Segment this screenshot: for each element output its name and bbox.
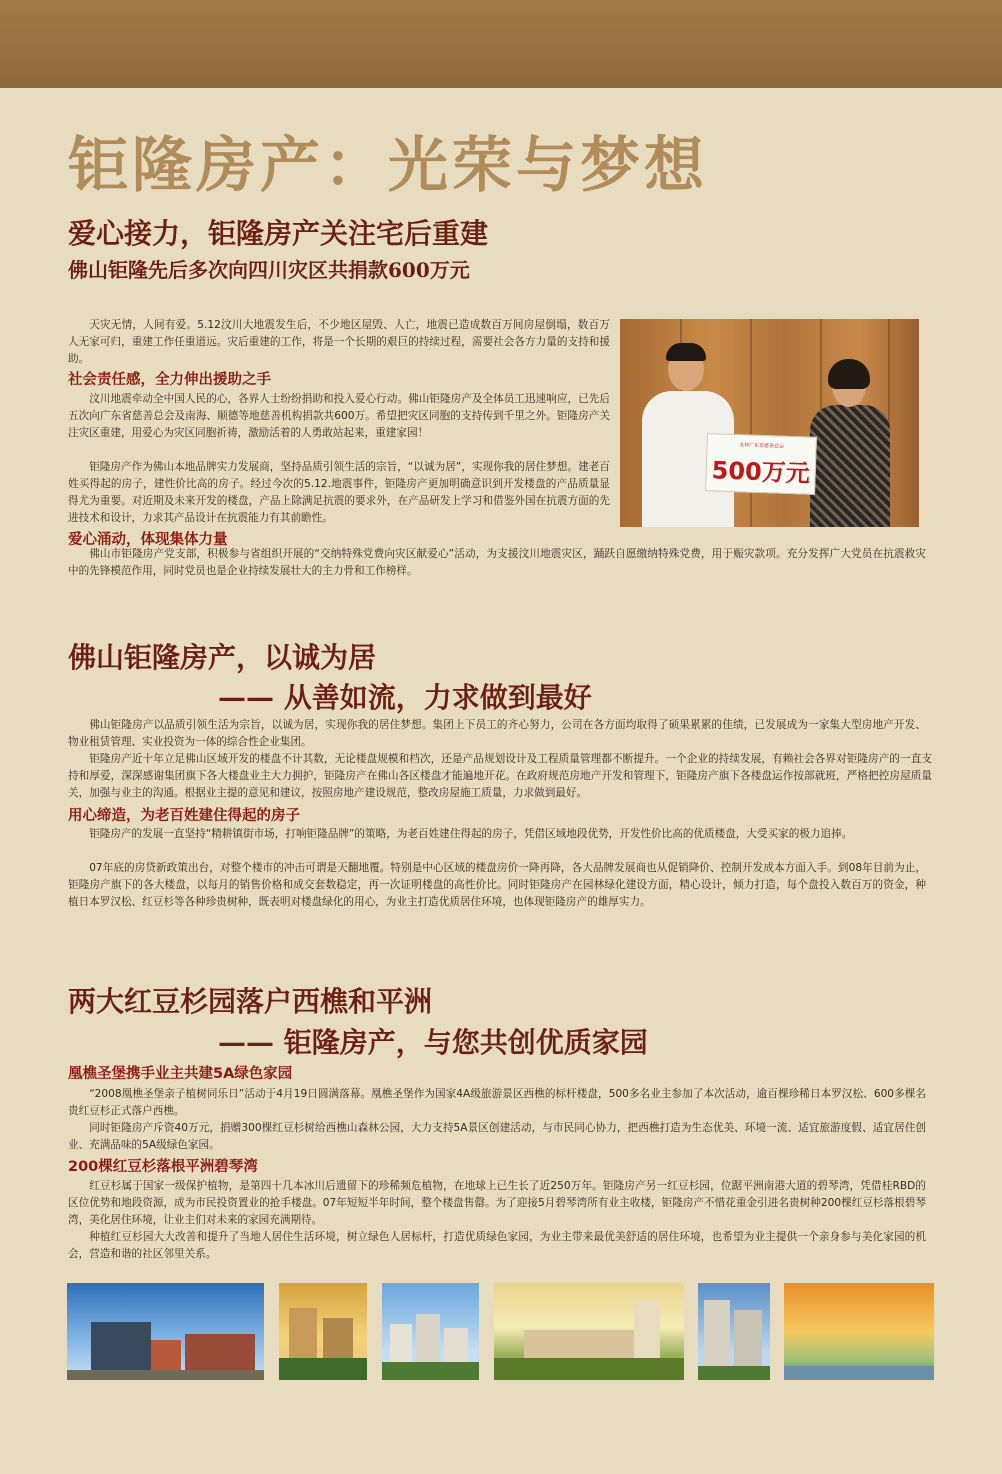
section1-p2: 钜隆房产作为佛山本地品牌实力发展商，坚持品质引领生活的宗旨，“以诚为居”，实现你我的居住梦想。建老百姓买得起的房子，建性价比高的房子。经过今次的5.12.地震事件，钜隆房产更加明确意识到开发楼盘的产品质量显得尤为重要。对近期及未来开发的楼盘，产品上除满足抗震的要求外，在产品研发上学习和借鉴外国在抗震方面的先进技术和设计，力求其产品设计在抗震能力有其前瞻性。	[68, 461, 610, 524]
photo-highrise	[698, 1283, 770, 1380]
section3-subtitle: —— 钜隆房产，与您共创优质家园	[218, 1026, 648, 1059]
section1-p3: 佛山市钜隆房产党支部，积极参与省组织开展的“交纳特殊党费向灾区献爱心”活动，为支援汶川地震灾区，踊跃自愿缴纳特殊党费，用于赈灾款项。充分发挥广大党员在抗震救灾中的先锋模范作用，同时党员也是企业持续发展壮大的主力骨和工作榜样。	[68, 548, 926, 577]
section2-subtitle: —— 从善如流，力求做到最好	[218, 681, 592, 714]
photo-lake-sunset	[784, 1283, 934, 1380]
section1-sub1: 社会责任感，全力伸出援助之手	[68, 372, 271, 388]
section3-title: 两大红豆杉园落户西樵和平洲	[68, 985, 433, 1018]
section1-p1: 汶川地震牵动全中国人民的心，各界人士纷纷捐助和投入爱心行动。佛山钜隆房产及全体员工迅速响应，已先后五次向广东省慈善总会及南海、顺德等地慈善机构捐款共600万。希望把灾区同胞的支持传到千里之外。钜隆房产关注灾区重建，用爱心为灾区同胞祈祷，激励活着的人勇敢站起来，重建家园！	[68, 393, 610, 439]
section3-sub1: 凰樵圣堡携手业主共建5A绿色家园	[68, 1066, 293, 1082]
page-title: 钜隆房产：光荣与梦想	[68, 131, 708, 201]
top-banner	[0, 0, 1002, 88]
section2-title: 佛山钜隆房产，以诚为居	[68, 641, 377, 674]
section3-p4: 种植红豆杉园大大改善和提升了当地人居住生活环境，树立绿色人居标杆，打造优质绿色家园，为业主带来最优美舒适的居住环境，也希望为业主提供一个亲身参与美化家园的机会，营造和谐的社区邻里关系。	[68, 1231, 926, 1260]
section1-title: 爱心接力，钜隆房产关注宅后重建	[68, 217, 489, 250]
section3-sub2: 200棵红豆杉落根平洲碧琴湾	[68, 1159, 258, 1175]
photo-garden-villas	[494, 1283, 684, 1380]
donation-board	[705, 433, 817, 495]
section3-p1: “2008凰樵圣堡亲子植树同乐日”活动于4月19日圆满落幕。凰樵圣堡作为国家4A级旅游景区西樵的标杆楼盘，500多名业主参加了本次活动，逾百棵珍稀日本罗汉松、600多棵名贵红豆杉正式落户西樵。	[68, 1088, 926, 1117]
photo-tower-sunset	[279, 1283, 367, 1380]
section2-p1: 佛山钜隆房产以品质引领生活为宗旨，以诚为居，实现你我的居住梦想。集团上下员工的齐心努力，公司在各方面均取得了硕果累累的佳绩，已发展成为一家集大型房地产开发、物业租赁管理、实业投资为一体的综合性企业集团。	[68, 719, 926, 748]
donation-photo	[620, 319, 919, 527]
section2-sub1: 用心缔造，为老百姓建住得起的房子	[68, 808, 300, 824]
section1-intro: 天灾无情，人间有爱。5.12汶川大地震发生后，不少地区屋毁、人亡，地震已造成数百万间房屋倒塌，数百万人无家可归，重建工作任重道远。灾后重建的工作，将是一个长期的艰巨的持续过程，需要社会各方力量的支持和援助。	[68, 319, 610, 365]
donation-amount: 500万元	[711, 456, 811, 488]
photo-commercial-building	[67, 1283, 264, 1380]
section1-subtitle: 佛山钜隆先后多次向四川灾区共捐款600万元	[68, 258, 470, 282]
section3-p3: 红豆杉属于国家一级保护植物，是第四十几本冰川后遗留下的珍稀频危植物，在地球上已生长了近250万年。钜隆房产另一红豆杉园，位踞平洲南港大道的碧琴湾，凭借桂RBD的区位优势和地段资源，成为市民投资置业的抢手楼盘。07年短短半年时间，整个楼盘售罄。为了迎接5月碧琴湾所有业主收楼，钜隆房产不惜花重金引进名贵树种200棵红豆杉落根碧琴湾，美化居住环境，让业主们对未来的家园充满期待。	[68, 1180, 926, 1226]
donation-board-caption: 支持广东省慈善总会	[739, 442, 785, 450]
section3-p2: 同时钜隆房产斥资40万元，捐赠300棵红豆杉树给西樵山森林公园，大力支持5A景区创建活动，与市民同心协力，把西樵打造为生态优美、环境一流、适宜旅游度假、适宜居住创业、充满品味的5A级绿色家园。	[68, 1122, 926, 1151]
section2-p2: 钜隆房产近十年立足佛山区域开发的楼盘不计其数，无论楼盘规模和档次，还是产品规划设计及工程质量管理都不断提升。一个企业的持续发展，有赖社会各界对钜隆房产的一直支持和厚爱，深深感谢集团旗下各大楼盘业主大力拥护，钜隆房产在佛山各区楼盘才能遍地开花。在政府规范房地产开发和管理下，钜隆房产旗下各楼盘运作按部就班，严格把控房屋质量关，加强与业主的沟通。根据业主提的意见和建议，按照房地产建设规范，整改房屋施工质量，力求做到最好。	[68, 753, 932, 799]
section1-sub2: 爱心涌动，体现集体力量	[68, 532, 228, 548]
section2-p3: 钜隆房产的发展一直坚持“精耕镇街市场，打响钜隆品牌”的策略，为老百姓建住得起的房子，凭借区域地段优势，开发性价比高的优质楼盘，大受买家的极力追捧。	[89, 828, 853, 840]
photo-residential-towers	[382, 1283, 479, 1380]
section2-p4: 07年底的房贷新政策出台，对整个楼市的冲击可谓是天翻地覆。特别是中心区域的楼盘房价一降再降，各大品牌发展商也从促销降价、控制开发成本方面入手。到08年目前为止，钜隆房产旗下的各大楼盘，以每月的销售价格和成交套数稳定，再一次证明楼盘的高性价比。同时钜隆房产在园林绿化建设方面，精心设计，倾力打造，每个盘投入数百万的资金，种植日本罗汉松、红豆杉等各种珍贵树种，既表明对楼盘绿化的用心，为业主打造优质居住环境，也体现钜隆房产的雄厚实力。	[68, 862, 926, 908]
